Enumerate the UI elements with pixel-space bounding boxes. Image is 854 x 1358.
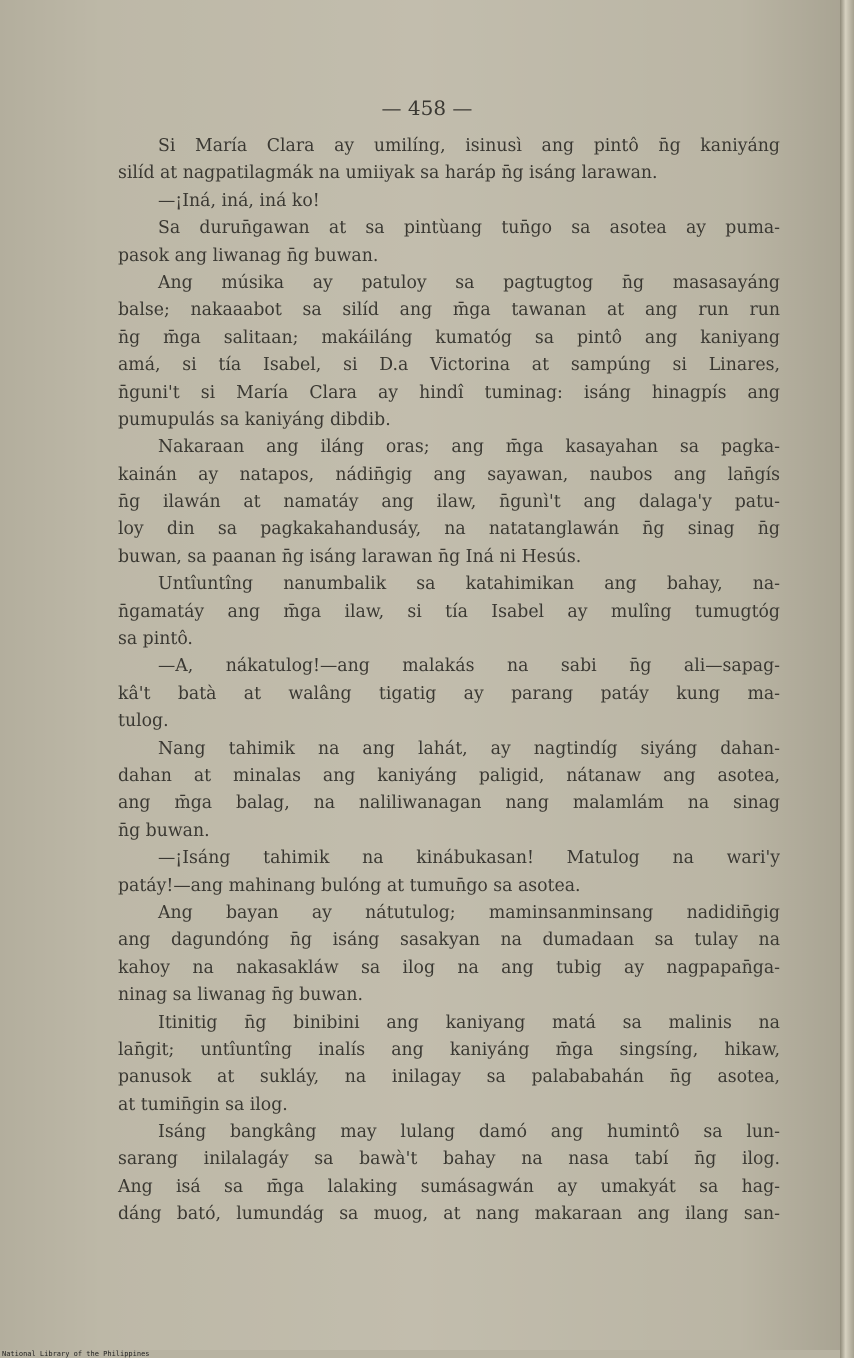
body-text (118, 133, 780, 1229)
text-line: Isáng bangkâng may lulang damó ang humintô sa lun- (158, 1122, 780, 1143)
text-line: kahoy na nakasakláw sa ilog na ang tubig ay nagpapan̄ga- (118, 957, 780, 978)
text-line: dáng bató, lumundág sa muog, at nang makaraan ang ilang san- (118, 1204, 780, 1225)
text-line: silíd at nagpatilagmák na umiiyak sa haráp n̄g isáng larawan. (118, 163, 658, 184)
text-line: Ang bayan ay nátutulog; maminsanminsang nadidin̄gig (158, 902, 780, 923)
text-line: n̄g m̄ga salitaan; makáiláng kumatóg sa pintô ang kaniyang (118, 327, 780, 348)
text-line: pasok ang liwanag n̄g buwan. (118, 245, 379, 266)
text-line: at tumin̄gin sa ilog. (118, 1094, 288, 1115)
page-number-header: — 458 — (381, 96, 473, 120)
text-line: panusok at sukláy, na inilagay sa palababahán n̄g asotea, (118, 1067, 780, 1088)
text-line: patáy!—ang mahinang bulóng at tumun̄go sa asotea. (118, 875, 581, 896)
text-line: Ang isá sa m̄ga lalaking sumásagwán ay umakyát sa hag- (118, 1176, 780, 1197)
text-line: Itinitig n̄g binibini ang kaniyang matá sa malinis na (158, 1012, 780, 1033)
text-line: Untîuntîng nanumbalik sa katahimikan ang bahay, na- (158, 574, 780, 595)
text-line: kainán ay natapos, nádin̄gig ang sayawan, naubos ang lan̄gís (118, 464, 780, 485)
page-edge (840, 0, 854, 1358)
text-line: amá, si tía Isabel, si D.a Victorina at sampúng si Linares, (118, 355, 780, 376)
text-line: pumupulás sa kaniyáng dibdib. (118, 409, 391, 430)
library-credit: National Library of the Philippines (2, 1350, 150, 1358)
text-line: n̄guni't si María Clara ay hindî tuminag: isáng hinagpís ang (118, 382, 780, 403)
text-line: Si María Clara ay umilíng, isinusì ang pintô n̄g kaniyáng (158, 136, 780, 156)
text-line: ninag sa liwanag n̄g buwan. (118, 985, 364, 1006)
text-line: sa pintô. (118, 629, 193, 650)
text-line: buwan, sa paanan n̄g isáng larawan n̄g Iná ni Hesús. (118, 546, 582, 567)
text-line: n̄g buwan. (118, 820, 210, 841)
text-line: tulog. (118, 711, 169, 732)
text-line: loy din sa pagkakahandusáy, na natatanglawán n̄g sinag n̄g (118, 519, 780, 540)
text-line: —A, nákatulog!—ang malakás na sabi n̄g ali—sapag- (158, 656, 780, 677)
text-line: Nang tahimik na ang lahát, ay nagtindíg siyáng dahan- (158, 738, 780, 759)
text-line: balse; nakaaabot sa silíd ang m̄ga tawanan at ang run run (118, 300, 780, 321)
text-line: kâ't batà at walâng tigatig ay parang patáy kung ma- (118, 683, 780, 704)
text-line: Nakaraan ang iláng oras; ang m̄ga kasayahan sa pagka- (158, 437, 780, 458)
text-line: —¡Iná, iná, iná ko! (158, 190, 320, 211)
text-line: dahan at minalas ang kaniyáng paligid, nátanaw ang asotea, (118, 765, 780, 786)
text-line: lan̄git; untîuntîng inalís ang kaniyáng m̄ga singsíng, hikaw, (118, 1039, 780, 1060)
text-line: Sa durun̄gawan at sa pintùang tun̄go sa asotea ay puma- (158, 218, 780, 239)
text-line: —¡Isáng tahimik na kinábukasan! Matulog na wari'y (158, 848, 780, 869)
text-line: n̄gamatáy ang m̄ga ilaw, si tía Isabel ay mulîng tumugtóg (118, 601, 780, 622)
text-line: Ang músika ay patuloy sa pagtugtog n̄g masasayáng (158, 272, 780, 293)
text-line: ang dagundóng n̄g isáng sasakyan na dumadaan sa tulay na (118, 930, 780, 951)
text-line: n̄g ilawán at namatáy ang ilaw, n̄gunì't ang dalaga'y patu- (118, 492, 780, 513)
text-line: ang m̄ga balag, na naliliwanagan nang malamlám na sinag (118, 793, 780, 814)
text-line: sarang inilalagáy sa bawà't bahay na nasa tabí n̄g ilog. (118, 1149, 780, 1170)
